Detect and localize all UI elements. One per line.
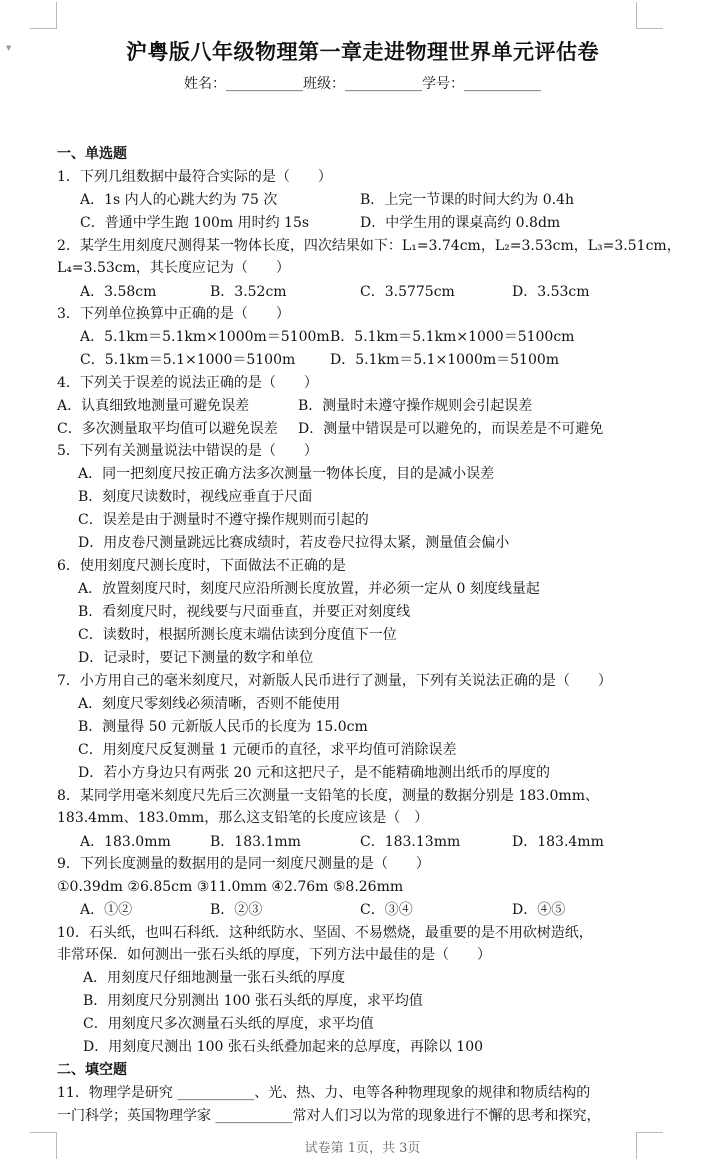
question-1-stem: 1．下列几组数据中最符合实际的是（ ） (57, 169, 332, 185)
student-info-line: 姓名：___________班级：___________学号：___________ (184, 76, 541, 92)
page-title: 沪粤版八年级物理第一章走进物理世界单元评估卷 (126, 39, 599, 64)
question-10-stem-line-1: 10．石头纸，也叫石科纸．这种纸防水、坚固、不易燃烧，最重要的是不用砍树造纸， (57, 925, 593, 941)
question-9-option-a: A．①② (80, 902, 133, 918)
question-6-stem: 6．使用刻度尺测长度时，下面做法不正确的是 (57, 558, 346, 574)
question-6-option-d: D．记录时，要记下测量的数字和单位 (78, 650, 314, 666)
question-8-option-c: C．183.13mm (360, 834, 461, 850)
question-5-option-a: A．同一把刻度尺按正确方法多次测量一物体长度，目的是减小误差 (78, 466, 495, 482)
question-10-option-a: A．用刻度尺仔细地测量一张石头纸的厚度 (83, 970, 346, 986)
question-5-option-b: B．刻度尺读数时，视线应垂直于尺面 (78, 489, 313, 505)
question-11-line-2: 一门科学；英国物理学家 ___________常对人们习以为常的现象进行不懈的思考和探究， (57, 1108, 601, 1124)
question-4-option-b: B．测量时未遵守操作规则会引起误差 (298, 398, 533, 414)
question-9-option-d: D．④⑤ (512, 902, 566, 918)
question-1-option-b: B．上完一节课的时间大约为 0.4h (360, 192, 575, 208)
section-heading-fill-blank: 二、填空题 (57, 1062, 127, 1078)
question-4-option-c: C．多次测量取平均值可以避免误差 (57, 421, 278, 437)
question-10-option-b: B．用刻度尺分别测出 100 张石头纸的厚度，求平均值 (83, 993, 423, 1009)
question-8-stem-line-2: 183.4mm、183.0mm，那么这支铅笔的长度应该是（ ） (57, 810, 429, 826)
section-heading-single-choice: 一、单选题 (57, 146, 127, 162)
question-1-option-c: C．普通中学生跑 100m 用时约 15s (80, 215, 310, 231)
corner-mark-top-left (30, 2, 57, 29)
question-9-option-b: B．②③ (210, 902, 263, 918)
question-3-option-d: D．5.1km＝5.1×1000m＝5100m (330, 352, 560, 368)
question-2-option-b: B．3.52cm (210, 284, 287, 300)
question-7-option-b: B．测量得 50 元新版人民币的长度为 15.0cm (78, 719, 368, 735)
question-6-option-c: C．读数时，根据所测长度末端估读到分度值下一位 (78, 627, 397, 643)
question-8-stem-line-1: 8．某同学用毫米刻度尺先后三次测量一支铅笔的长度，测量的数据分别是 183.0mm、 (57, 788, 599, 804)
question-5-option-c: C．误差是由于测量时不遵守操作规则而引起的 (78, 512, 369, 528)
question-7-option-a: A．刻度尺零刻线必须清晰，否则不能使用 (78, 696, 341, 712)
margin-arrow-icon: ▼ (6, 44, 12, 52)
question-8-option-b: B．183.1mm (210, 834, 301, 850)
question-3-stem: 3．下列单位换算中正确的是（ ） (57, 306, 290, 322)
question-6-option-a: A．放置刻度尺时，刻度尺应沿所测长度放置，并必须一定从 0 刻度线量起 (78, 581, 540, 597)
question-10-option-d: D．用刻度尺测出 100 张石头纸叠加起来的总厚度，再除以 100 (83, 1039, 484, 1055)
question-2-stem-line-2: L₄=3.53cm，其长度应记为（ ） (57, 260, 290, 276)
question-10-option-c: C．用刻度尺多次测量石头纸的厚度，求平均值 (83, 1016, 374, 1032)
question-9-data: ①0.39dm ②6.85cm ③11.0mm ④2.76m ⑤8.26mm (57, 879, 404, 895)
question-5-stem: 5．下列有关测量说法中错误的是（ ） (57, 443, 318, 459)
question-3-option-b: B．5.1km＝5.1km×1000＝5100cm (330, 329, 575, 345)
question-8-option-a: A．183.0mm (80, 834, 171, 850)
question-8-option-d: D．183.4mm (512, 834, 604, 850)
question-6-option-b: B．看刻度尺时，视线要与尺面垂直，并要正对刻度线 (78, 604, 411, 620)
corner-mark-top-right (636, 2, 663, 29)
question-11-line-1: 11．物理学是研究 ___________、光、热、力、电等各种物理现象的规律和物质结构的 (57, 1085, 591, 1101)
question-5-option-d: D．用皮卷尺测量跳远比赛成绩时，若皮卷尺拉得太紧，测量值会偏小 (78, 535, 510, 551)
question-3-option-c: C．5.1km＝5.1×1000＝5100m (80, 352, 296, 368)
question-4-option-a: A．认真细致地测量可避免误差 (57, 398, 250, 414)
question-7-option-c: C．用刻度尺反复测量 1 元硬币的直径，求平均值可消除误差 (78, 742, 457, 758)
question-2-option-d: D．3.53cm (512, 284, 590, 300)
question-1-option-a: A．1s 内人的心跳大约为 75 次 (80, 192, 278, 208)
question-4-option-d: D．测量中错误是可以避免的，而误差是不可避免 (298, 421, 604, 437)
question-3-option-a: A．5.1km＝5.1km×1000m＝5100m (80, 329, 330, 345)
question-7-stem: 7．小方用自己的毫米刻度尺，对新版人民币进行了测量，下列有关说法正确的是（ ） (57, 673, 612, 689)
question-2-option-c: C．3.5775cm (360, 284, 455, 300)
question-10-stem-line-2: 非常环保．如何测出一张石头纸的厚度，下列方法中最佳的是（ ） (57, 947, 491, 963)
question-4-stem: 4．下列关于误差的说法正确的是（ ） (57, 375, 318, 391)
question-7-option-d: D．若小方身边只有两张 20 元和这把尺子，是不能精确地测出纸币的厚度的 (78, 765, 550, 781)
page-footer: 试卷第 1页，共 3页 (304, 1141, 421, 1156)
question-9-stem: 9．下列长度测量的数据用的是同一刻度尺测量的是（ ） (57, 856, 430, 872)
question-1-option-d: D．中学生用的课桌高约 0.8dm (360, 215, 561, 231)
question-2-option-a: A．3.58cm (80, 284, 157, 300)
question-2-stem-line-1: 2．某学生用刻度尺测得某一物体长度，四次结果如下：L₁=3.74cm，L₂=3.53cm，L₃=3.51cm， (57, 238, 681, 254)
question-9-option-c: C．③④ (360, 902, 413, 918)
